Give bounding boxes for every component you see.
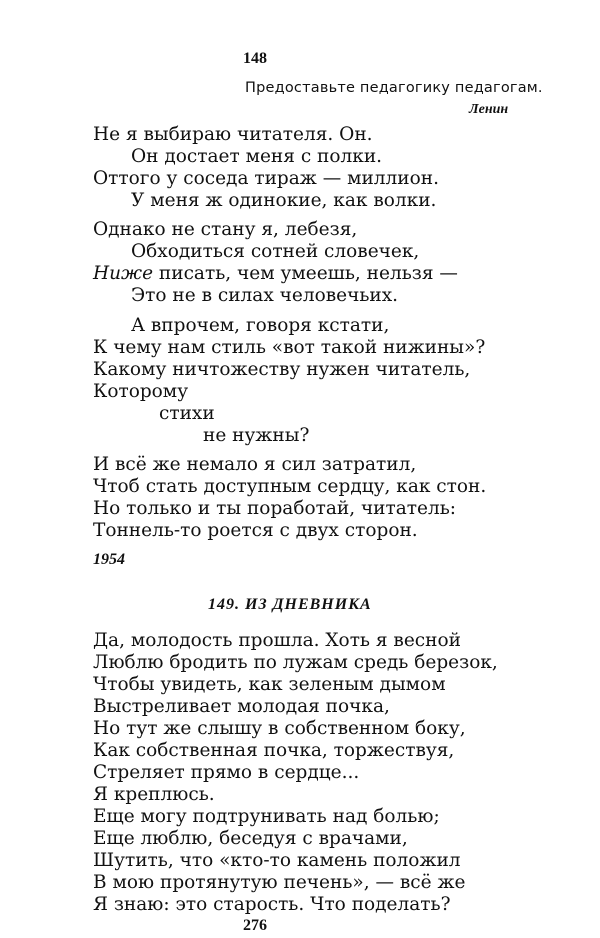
epigraph: Предоставьте педагогику педагогам. <box>245 80 543 96</box>
verse-line: Как собственная почка, торжествуя, <box>93 740 455 761</box>
verse-line: Выстреливает молодая почка, <box>93 696 390 717</box>
verse-line: Но тут же слышу в собственном боку, <box>93 718 466 739</box>
verse-line: Шутить, что «кто-то камень положил <box>93 850 461 871</box>
poem-title-149: 149. ИЗ ДНЕВНИКА <box>208 596 372 613</box>
verse-line: Которому <box>93 381 189 402</box>
verse-line: Он достает меня с полки. <box>131 146 383 167</box>
verse-line: Люблю бродить по лужам средь березок, <box>93 652 498 673</box>
verse-line: Да, молодость прошла. Хоть я весной <box>93 630 461 651</box>
verse-line: У меня ж одинокие, как волки. <box>131 190 437 211</box>
verse-line: Какому ничтожеству нужен читатель, <box>93 359 471 380</box>
verse-line: Однако не стану я, лебезя, <box>93 219 358 240</box>
verse-line <box>93 263 458 285</box>
verse-line-rest: писать, чем умеешь, нельзя — <box>153 263 458 284</box>
verse-line: В мою протянутую печень», — всё же <box>93 872 466 893</box>
verse-line: К чему нам стиль «вот такой нижины»? <box>93 337 486 358</box>
verse-line: Оттого у соседа тираж — миллион. <box>93 168 439 189</box>
epigraph-author: Ленин <box>469 102 509 117</box>
page-number: 276 <box>243 917 267 934</box>
verse-line: И всё же немало я сил затратил, <box>93 454 417 475</box>
verse-line: Чтоб стать доступным сердцу, как стон. <box>93 476 487 497</box>
verse-line: А впрочем, говоря кстати, <box>131 315 390 336</box>
verse-line: Я креплюсь. <box>93 784 215 805</box>
verse-line: Но только и ты поработай, читатель: <box>93 498 457 519</box>
verse-line: Еще люблю, беседуя с врачами, <box>93 828 408 849</box>
verse-line: стихи <box>159 403 215 424</box>
verse-line: Чтобы увидеть, как зеленым дымом <box>93 674 446 695</box>
poem-number-148: 148 <box>243 50 267 67</box>
verse-line: Еще могу подтрунивать над болью; <box>93 806 440 827</box>
poem-year: 1954 <box>93 551 125 568</box>
italic-word: Ниже <box>93 263 154 284</box>
verse-line: Тоннель-то роется с двух сторон. <box>93 520 418 541</box>
verse-line: Я знаю: это старость. Что поделать? <box>93 894 451 915</box>
verse-line: не нужны? <box>203 425 310 446</box>
verse-line: Обходиться сотней словечек, <box>131 241 420 262</box>
verse-line: Стреляет прямо в сердце... <box>93 762 360 783</box>
verse-line: Это не в силах человечьих. <box>131 285 399 306</box>
verse-line: Не я выбираю читателя. Он. <box>93 124 373 145</box>
